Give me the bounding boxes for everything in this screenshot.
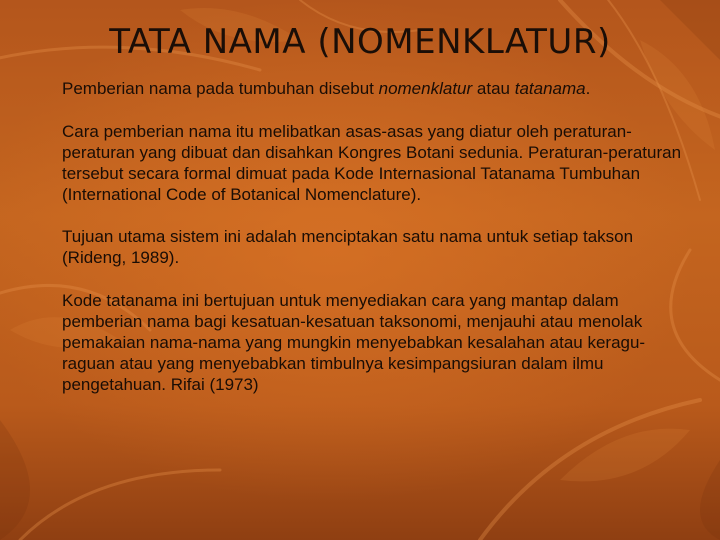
paragraph-definition-text-start: Pemberian nama pada tumbuhan disebut bbox=[62, 79, 379, 98]
term-nomenklatur: nomenklatur bbox=[378, 79, 473, 98]
paragraph-rules: Cara pemberian nama itu melibatkan asas-asas yang diatur oleh peraturan-peraturan yang dibuat dan disahkan Kongres Botani sedunia. Peraturan-peraturan tersebut secara formal dimuat pada Kode Internasional Tatanama Tumbuhan (International Code of Botanical Nomenclature). bbox=[62, 122, 682, 204]
term-tatanama: tatanama bbox=[514, 79, 586, 98]
paragraph-definition-text-end: . bbox=[585, 79, 591, 98]
paragraph-definition-text-middle: atau bbox=[472, 79, 515, 98]
slide-body bbox=[62, 78, 692, 417]
paragraph-definition bbox=[62, 78, 692, 99]
paragraph-purpose: Tujuan utama sistem ini adalah menciptakan satu nama untuk setiap takson (Rideng, 1989). bbox=[62, 227, 634, 267]
slide-title: TATA NAMA (NOMENKLATUR) bbox=[109, 22, 611, 62]
paragraph-code-goal: Kode tatanama ini bertujuan untuk menyediakan cara yang mantap dalam pemberian nama bagi kesatuan-kesatuan taksonomi, menjauhi atau menolak pemakaian nama-nama yang mungkin menyebabkan kesalahan atau keragu-raguan atau yang menyebabkan timbulnya kesimpangsiuran dalam ilmu pengetahuan. Rifai (1973) bbox=[62, 291, 646, 394]
